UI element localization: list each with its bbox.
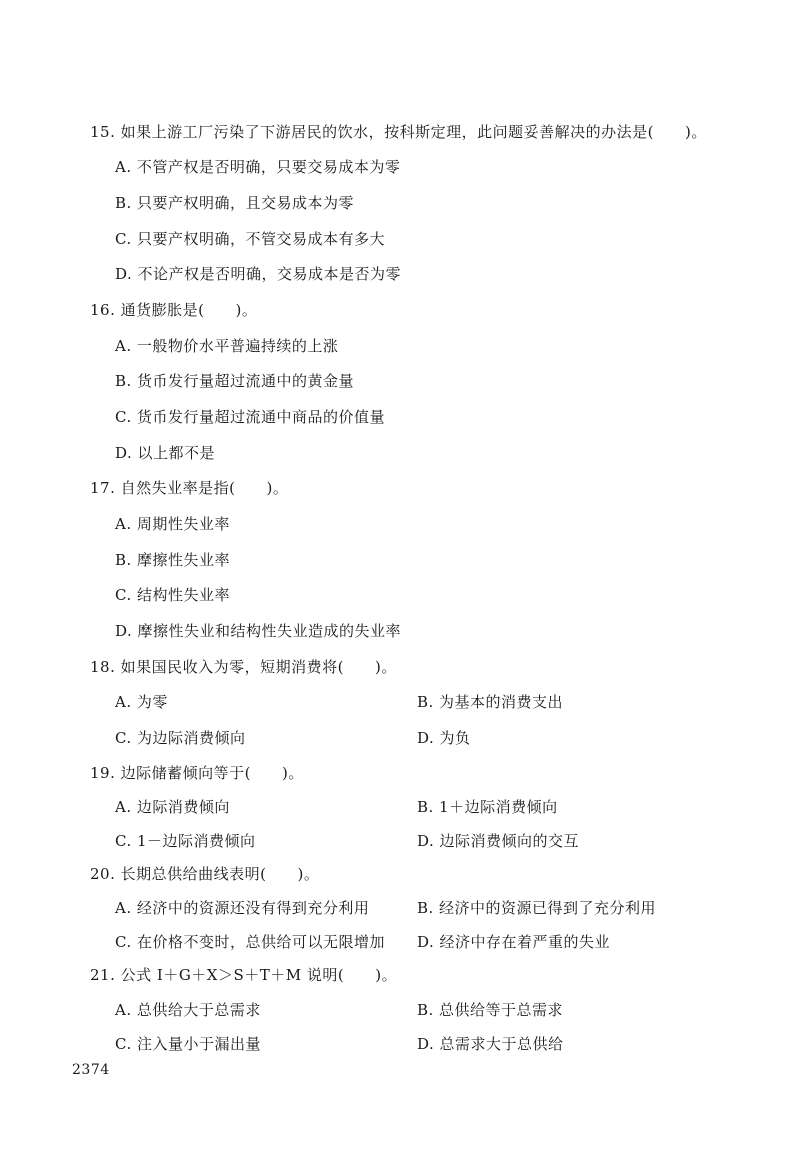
question-21-option-c: C. 注入量小于漏出量 — [115, 1035, 261, 1053]
question-16-option-b: B. 货币发行量超过流通中的黄金量 — [115, 372, 355, 390]
question-19-option-b: B. 1＋边际消费倾向 — [417, 798, 558, 816]
question-18-stem: 18. 如果国民收入为零，短期消费将( )。 — [90, 658, 397, 676]
question-16-option-a: A. 一般物价水平普遍持续的上涨 — [115, 337, 339, 355]
question-16-option-c: C. 货币发行量超过流通中商品的价值量 — [115, 408, 385, 426]
question-19-stem: 19. 边际储蓄倾向等于( )。 — [90, 764, 304, 782]
question-15-option-d: D. 不论产权是否明确，交易成本是否为零 — [115, 265, 402, 283]
question-15-option-a: A. 不管产权是否明确，只要交易成本为零 — [115, 158, 401, 176]
question-16-stem: 16. 通货膨胀是( )。 — [90, 301, 258, 319]
question-21-option-b: B. 总供给等于总需求 — [417, 1001, 564, 1019]
question-21-stem: 21. 公式 I＋G＋X＞S＋T＋M 说明( )。 — [90, 966, 398, 984]
question-16-option-d: D. 以上都不是 — [115, 444, 216, 462]
question-18-option-c: C. 为边际消费倾向 — [115, 729, 246, 747]
question-18-option-a: A. 为零 — [115, 693, 168, 711]
question-17-option-b: B. 摩擦性失业率 — [115, 551, 231, 569]
question-20-option-c: C. 在价格不变时，总供给可以无限增加 — [115, 933, 385, 951]
question-20-option-b: B. 经济中的资源已得到了充分利用 — [417, 899, 657, 917]
question-20-option-a: A. 经济中的资源还没有得到充分利用 — [115, 899, 370, 917]
question-17-option-a: A. 周期性失业率 — [115, 515, 230, 533]
question-18-option-b: B. 为基本的消费支出 — [417, 693, 564, 711]
question-15-option-c: C. 只要产权明确，不管交易成本有多大 — [115, 230, 385, 248]
question-19-option-c: C. 1－边际消费倾向 — [115, 832, 256, 850]
question-17-option-c: C. 结构性失业率 — [115, 586, 230, 604]
question-17-stem: 17. 自然失业率是指( )。 — [90, 479, 289, 497]
question-20-option-d: D. 经济中存在着严重的失业 — [417, 933, 611, 951]
question-19-option-d: D. 边际消费倾向的交互 — [417, 832, 580, 850]
question-21-option-a: A. 总供给大于总需求 — [115, 1001, 261, 1019]
question-18-option-d: D. 为负 — [417, 729, 471, 747]
question-15-option-b: B. 只要产权明确，且交易成本为零 — [115, 194, 355, 212]
question-17-option-d: D. 摩擦性失业和结构性失业造成的失业率 — [115, 622, 402, 640]
question-21-option-d: D. 总需求大于总供给 — [417, 1035, 564, 1053]
question-19-option-a: A. 边际消费倾向 — [115, 798, 230, 816]
question-20-stem: 20. 长期总供给曲线表明( )。 — [90, 865, 320, 883]
page-number: 2374 — [72, 1062, 110, 1078]
question-15-stem: 15. 如果上游工厂污染了下游居民的饮水，按科斯定理，此问题妥善解决的办法是( )。 — [90, 123, 707, 141]
